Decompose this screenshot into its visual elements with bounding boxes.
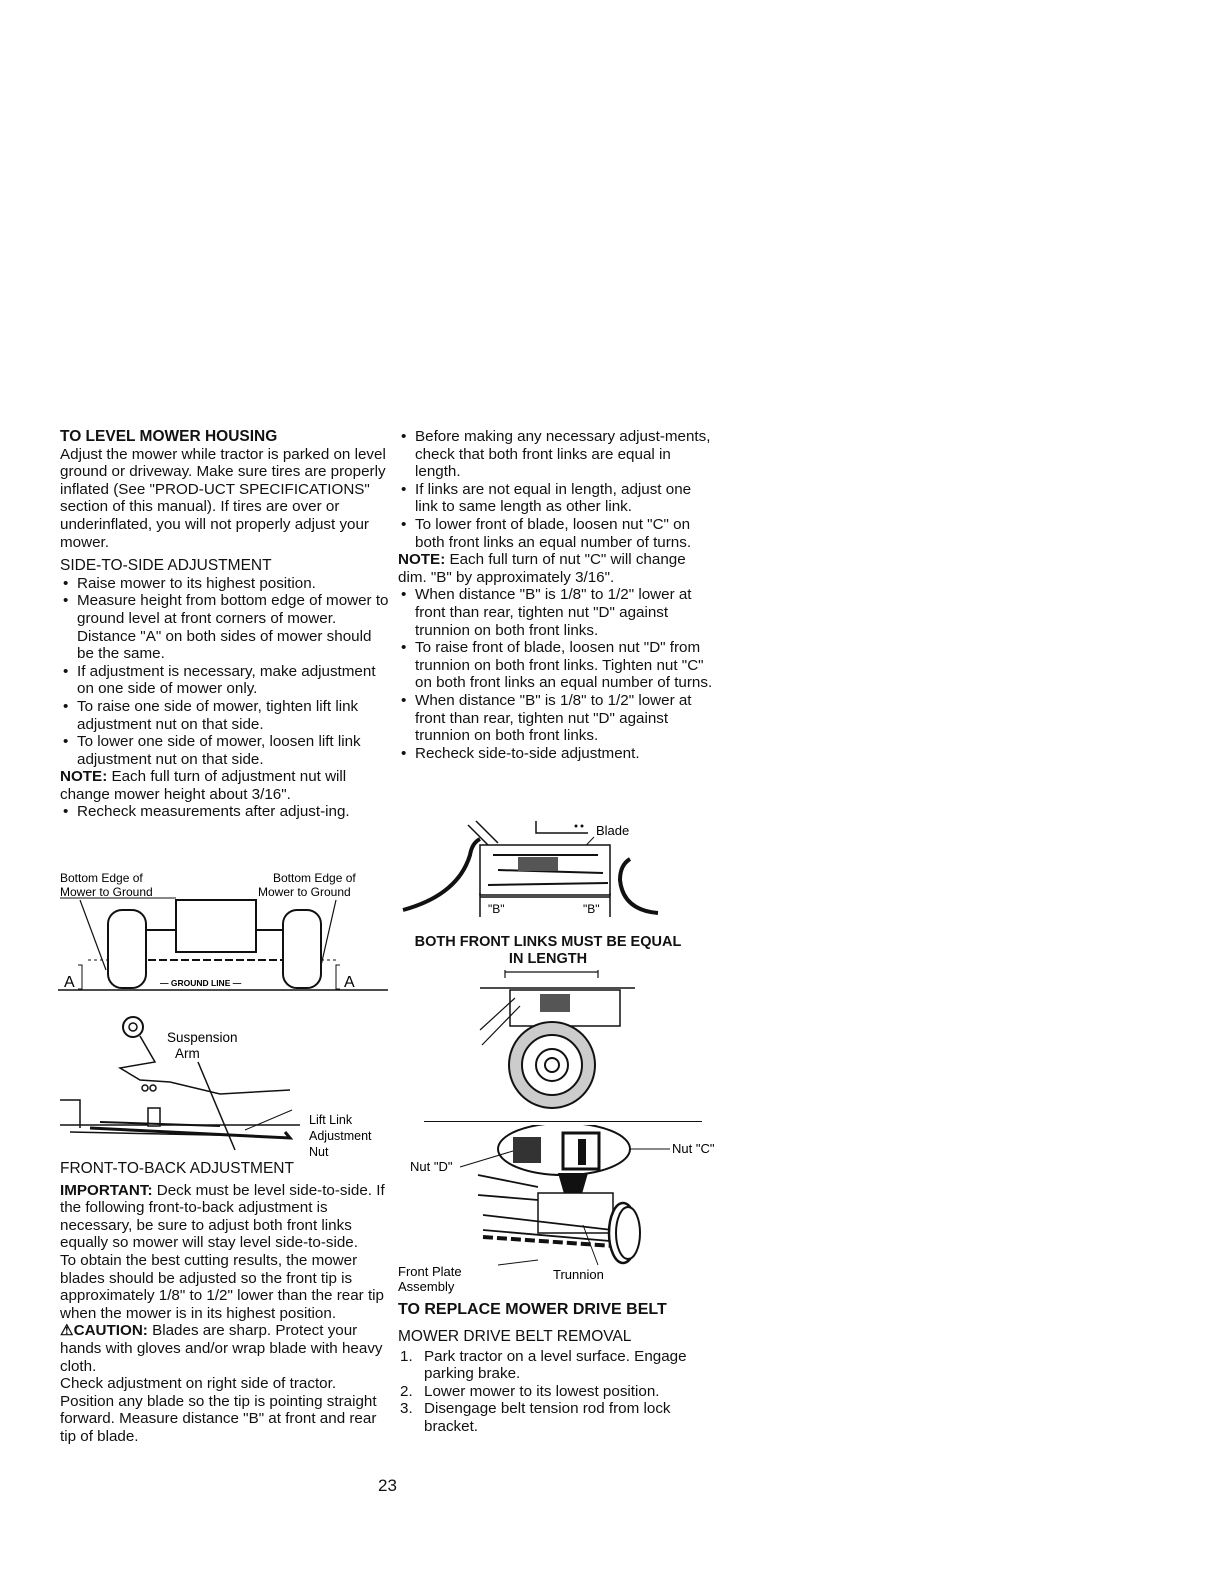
page-number: 23 — [378, 1476, 397, 1495]
right-column-top — [398, 428, 718, 762]
right-note — [398, 551, 718, 586]
list-item: • To raise front of blade, loosen nut "D" from trunnion on both front links. Tighten nut "C" on both front links an equal number of turns. — [398, 639, 718, 692]
step-text: Park tractor on a level surface. Engage parking brake. — [424, 1347, 687, 1383]
list-item: • Measure height from bottom edge of mower to ground level at front corners of mower. Distance "A" on both sides of mower should be the same. — [60, 592, 390, 662]
belt-removal-steps — [398, 1348, 718, 1436]
right-column-bottom — [398, 1300, 718, 1436]
left-column-bottom — [60, 1160, 390, 1446]
front-plate-label: Front Plate — [398, 1264, 462, 1279]
note-text: Each full turn of adjustment nut will change mower height about 3/16". — [60, 768, 347, 803]
list-item: • If links are not equal in length, adjust one link to same length as other link. — [398, 481, 718, 516]
step-number: 3. — [400, 1400, 413, 1418]
blade-distance-figure — [398, 815, 688, 920]
figure-divider — [424, 1121, 702, 1122]
front-links-caption — [398, 934, 698, 968]
important-label: IMPORTANT: — [60, 1181, 153, 1199]
dimension-a-right: A — [344, 974, 355, 991]
dimension-b-front: "B" — [488, 902, 505, 916]
list-item: • Raise mower to its highest position. — [60, 575, 390, 593]
suspension-arm-illustration — [60, 1010, 390, 1162]
list-item: • Recheck measurements after adjust-ing. — [60, 803, 390, 821]
recheck-list — [60, 803, 390, 821]
blade-label: Blade — [596, 823, 630, 838]
front-plate-label: Assembly — [398, 1279, 455, 1294]
note-text: Each full turn of nut "C" will change dim. "B" by approximately 3/16". — [398, 551, 686, 586]
belt-removal-heading: MOWER DRIVE BELT REMOVAL — [398, 1328, 632, 1345]
list-item: • To lower one side of mower, loosen lift link adjustment nut on that side. — [60, 733, 390, 768]
step-text: Lower mower to its lowest position. — [424, 1382, 660, 1400]
dimension-a-left: A — [64, 974, 75, 991]
obtain-paragraph: To obtain the best cutting results, the mower blades should be adjusted so the front tip is approximately 1/8" to 1/2" lower than the rear tip when the mower is in its highest position. — [60, 1251, 384, 1322]
suspension-label: Suspension — [167, 1030, 238, 1045]
fig-label: Mower to Ground — [60, 885, 153, 899]
front-wheel-figure — [470, 970, 650, 1110]
step-text: Disengage belt tension rod from lock bracket. — [424, 1400, 671, 1435]
side-to-side-heading: SIDE-TO-SIDE ADJUSTMENT — [60, 557, 272, 575]
side-level-illustration — [58, 870, 388, 1000]
side-level-figure — [58, 870, 388, 1000]
important-paragraph — [60, 1182, 390, 1252]
replace-belt-heading: TO REPLACE MOWER DRIVE BELT — [398, 1301, 667, 1318]
caption-line: BOTH FRONT LINKS MUST BE EQUAL — [414, 934, 682, 950]
note-label: NOTE: — [60, 768, 108, 786]
level-mower-intro: Adjust the mower while tractor is parked on level ground or driveway. Make sure tires are properly inflated (See "PROD-UCT SPECIFICATIONS" section of this manual). If tires are over or underinflated, you will not properly adjust your mower. — [60, 445, 386, 551]
list-item: • Recheck side-to-side adjustment. — [398, 745, 718, 763]
dimension-b-rear: "B" — [583, 902, 600, 916]
caution-text: Blades are sharp. Protect your hands with gloves and/or wrap blade with heavy cloth. — [60, 1322, 383, 1375]
step-number: 1. — [400, 1347, 413, 1365]
nut-adjust-list — [398, 586, 718, 762]
list-item: • To raise one side of mower, tighten lift link adjustment nut on that side. — [60, 698, 390, 733]
list-item — [398, 1400, 718, 1435]
ground-line-label: — GROUND LINE — — [160, 978, 242, 988]
front-wheel-illustration — [470, 970, 650, 1110]
nut-c-label: Nut "C" — [672, 1141, 715, 1156]
blade-distance-illustration — [398, 815, 688, 920]
level-mower-heading: TO LEVEL MOWER HOUSING — [60, 428, 278, 445]
caution-paragraph — [60, 1322, 390, 1375]
nut-trunnion-illustration — [398, 1125, 738, 1295]
nut-trunnion-figure — [398, 1125, 738, 1295]
fig-label: Mower to Ground — [258, 885, 351, 899]
lift-link-label: Adjustment — [309, 1129, 372, 1143]
nut-d-label: Nut "D" — [410, 1159, 453, 1174]
step-number: 2. — [400, 1382, 413, 1400]
lift-link-label: Nut — [309, 1145, 329, 1159]
list-item: • To lower front of blade, loosen nut "C" on both front links an equal number of turns. — [398, 516, 718, 551]
trunnion-label: Trunnion — [553, 1267, 604, 1282]
check-paragraph: Check adjustment on right side of tractor. Position any blade so the tip is pointing straight forward. Measure distance "B" at front and rear tip of blade. — [60, 1375, 377, 1445]
lift-link-label: Lift Link — [309, 1113, 353, 1127]
list-item — [398, 1348, 718, 1383]
list-item: • Before making any necessary adjust-ments, check that both front links are equal in length. — [398, 428, 718, 481]
caution-icon: ⚠ — [60, 1322, 74, 1340]
fig-label: Bottom Edge of — [60, 871, 143, 885]
list-item — [398, 1383, 718, 1401]
list-item: • If adjustment is necessary, make adjustment on one side of mower only. — [60, 663, 390, 698]
left-column-top — [60, 428, 390, 821]
suspension-arm-figure — [60, 1010, 390, 1162]
list-item: • When distance "B" is 1/8" to 1/2" lower at front than rear, tighten nut "D" against trunnion on both front links. — [398, 586, 718, 639]
important-text: Deck must be level side-to-side. If the following front-to-back adjustment is necessary, be sure to adjust both front links equally so mower will stay level side-to-side. — [60, 1181, 385, 1252]
fig-label: Bottom Edge of — [273, 871, 356, 885]
caption-line: IN LENGTH — [508, 951, 588, 967]
front-links-list — [398, 428, 718, 551]
caution-label: CAUTION: — [73, 1322, 148, 1340]
note-label: NOTE: — [398, 551, 446, 569]
suspension-label: Arm — [175, 1046, 200, 1061]
side-to-side-list — [60, 575, 390, 769]
front-to-back-heading: FRONT-TO-BACK ADJUSTMENT — [60, 1160, 294, 1177]
side-note — [60, 768, 390, 803]
list-item: • When distance "B" is 1/8" to 1/2" lower at front than rear, tighten nut "D" against trunnion on both front links. — [398, 692, 718, 745]
